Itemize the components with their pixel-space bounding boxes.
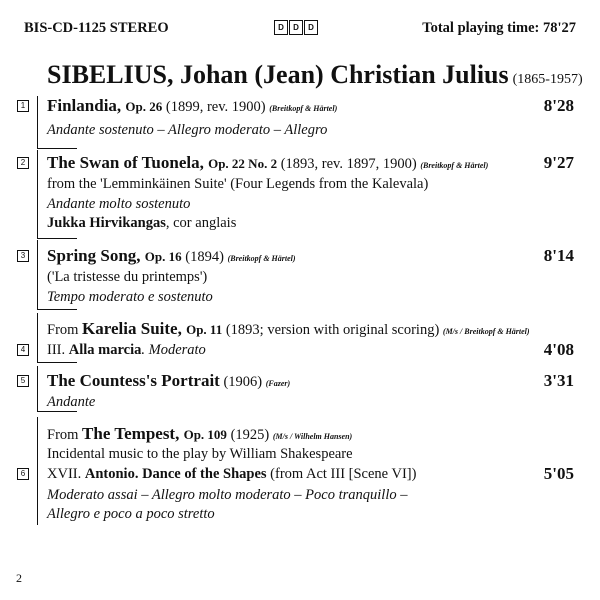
track-line — [20, 371, 574, 393]
track-tempo: Andante molto sostenuto — [47, 196, 191, 212]
track-number: 3 — [17, 250, 29, 262]
movement-number: XVII. — [47, 466, 85, 482]
track-publisher: (M/s / Breitkopf & Härtel) — [442, 327, 530, 336]
track-tempo: Andante — [47, 394, 96, 410]
section-divider — [37, 309, 77, 310]
track-tempo-continued: Allegro e poco a poco stretto — [47, 506, 215, 522]
header-bar — [24, 20, 576, 40]
work-line — [47, 320, 574, 341]
ddd-letter: D — [274, 20, 288, 35]
from-prefix: From — [47, 322, 83, 338]
track-line — [20, 96, 574, 118]
track-line — [20, 464, 574, 483]
track-year: (1899, rev. 1900) — [162, 99, 266, 115]
track-title: The Countess's Portrait — [47, 371, 220, 390]
performer-name: Jukka Hirvikangas — [47, 215, 166, 231]
work-title: Karelia Suite, — [82, 319, 187, 338]
track-opus: Op. 109 — [183, 427, 227, 442]
track-year: (1893, rev. 1897, 1900) — [277, 156, 417, 172]
ddd-badge — [274, 20, 318, 35]
track-number: 6 — [17, 468, 29, 480]
catalog-number: BIS-CD-1125 STEREO — [24, 20, 169, 36]
track-duration: 5'05 — [543, 464, 574, 483]
track-publisher: (Fazer) — [265, 379, 291, 388]
composer-name: SIBELIUS, Johan (Jean) Christian Julius — [47, 60, 509, 89]
work-description: Incidental music to the play by William Shakespeare — [47, 446, 353, 462]
composer-dates: (1865-1957) — [512, 72, 583, 87]
track-subtitle: ('La tristesse du printemps') — [47, 269, 208, 285]
track-title: The Swan of Tuonela, — [47, 153, 209, 172]
track-performer-line — [47, 214, 574, 232]
movement-number: III. — [47, 342, 69, 358]
track-number: 2 — [17, 157, 29, 169]
track-tempo: Tempo moderato e sostenuto — [47, 289, 213, 305]
track-duration: 4'08 — [543, 340, 574, 359]
track-opus: Op. 22 No. 2 — [208, 156, 278, 171]
track-tempo: Andante sostenuto – Allegro moderato – Allegro — [47, 122, 328, 138]
track-line — [20, 340, 574, 359]
track-duration: 8'14 — [543, 246, 574, 265]
work-title: The Tempest, — [82, 424, 184, 443]
ddd-letter: D — [304, 20, 318, 35]
section-line — [37, 313, 38, 362]
track-publisher: (Breitkopf & Härtel) — [269, 104, 338, 113]
track-number: 5 — [17, 375, 29, 387]
track-source: from the 'Lemminkäinen Suite' (Four Legends from the Kalevala) — [47, 176, 429, 192]
from-prefix: From — [47, 427, 83, 443]
page-number: 2 — [16, 571, 22, 585]
track-publisher: (M/s / Wilhelm Hansen) — [272, 432, 353, 441]
track-opus: Op. 16 — [144, 249, 182, 264]
section-divider — [37, 238, 77, 239]
track-number: 1 — [17, 100, 29, 112]
work-line — [47, 425, 574, 446]
section-line — [37, 150, 38, 238]
movement-title: Antonio. Dance of the Shapes — [84, 466, 267, 482]
track-duration: 9'27 — [543, 153, 574, 172]
track-line — [20, 246, 574, 268]
track-year: (1906) — [219, 374, 263, 390]
track-title: Spring Song, — [47, 246, 145, 265]
track-line — [20, 153, 574, 175]
track-publisher: (Breitkopf & Härtel) — [420, 161, 489, 170]
track-opus: Op. 26 — [125, 99, 163, 114]
total-playing-time: Total playing time: 78'27 — [422, 20, 576, 36]
section-line — [37, 96, 38, 148]
track-opus: Op. 11 — [186, 322, 223, 337]
track-duration: 3'31 — [543, 371, 574, 390]
track-number: 4 — [17, 344, 29, 356]
track-tempo: . Moderato — [141, 342, 206, 358]
performer-instrument: , cor anglais — [165, 215, 237, 231]
track-publisher: (Breitkopf & Härtel) — [227, 254, 296, 263]
movement-act: (from Act III [Scene VI]) — [266, 466, 417, 482]
section-line — [37, 417, 38, 525]
section-divider — [37, 411, 77, 412]
ddd-letter: D — [289, 20, 303, 35]
section-divider — [37, 362, 77, 363]
track-year: (1925) — [226, 427, 270, 443]
section-divider — [37, 148, 77, 149]
composer-heading — [47, 60, 583, 90]
track-duration: 8'28 — [543, 96, 574, 115]
track-year: (1893; version with original scoring) — [222, 322, 440, 338]
movement-title: Alla marcia — [68, 342, 142, 358]
track-tempo: Moderato assai – Allegro molto moderato – Poco tranquillo – — [47, 487, 408, 503]
track-title: Finlandia, — [47, 96, 126, 115]
track-year: (1894) — [181, 249, 224, 265]
section-line — [37, 240, 38, 309]
section-line — [37, 366, 38, 411]
